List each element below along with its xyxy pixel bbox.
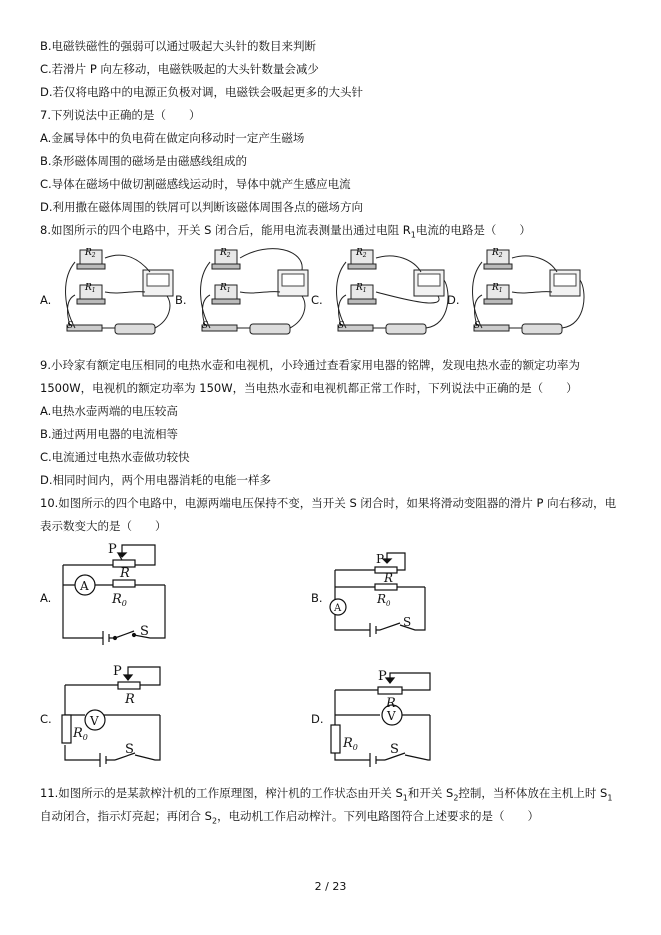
q11-stem-line-1: 11.如图所示的是某款榨汁机的工作原理图，榨汁机的工作状态由开关 $S_1$和开关 $S_2$控制，当杯体放在主机上时 $S_1$ — [40, 786, 613, 803]
q8-b-r1-label: $R_1$ — [220, 283, 231, 294]
q8-c-r2-label: $R_2$ — [356, 248, 367, 259]
q10-option-d-label: D. — [311, 712, 324, 726]
q10-circuit-d — [331, 673, 430, 767]
page-number: 2 / 23 — [314, 880, 347, 893]
q8-a-r2-label: $R_2$ — [85, 248, 96, 259]
q9-stem-line-1: 9.小玲家有额定电压相同的电热水壶和电视机，小玲通过查看家用电器的铭牌，发现电热水壶的额定功率为 — [40, 358, 580, 372]
q10-c-p-label: P — [113, 664, 122, 679]
q10-d-p-label: P — [378, 669, 387, 684]
q10-circuit-c — [62, 667, 160, 767]
q10-b-ammeter-label: A — [334, 603, 342, 614]
q10-d-r0-label: $R_0$ — [343, 736, 358, 752]
q8-circuit-d — [473, 250, 584, 334]
q8-d-r2-label: $R_2$ — [492, 248, 503, 259]
q10-a-p-label: P — [108, 542, 117, 557]
q8-b-r2-label: $R_2$ — [220, 248, 231, 259]
q10-a-ammeter-label: A — [80, 579, 89, 593]
q8-a-switch-label: S — [67, 321, 74, 331]
q9-option-c: C.电流通过电热水壶做功较快 — [40, 450, 190, 464]
q9-option-b: B.通过两用电器的电流相等 — [40, 427, 179, 441]
q8-d-switch-label: S — [474, 321, 481, 331]
q10-option-c-label: C. — [40, 712, 52, 726]
q8-option-d-label: D. — [447, 293, 460, 307]
q8-option-c-label: C. — [311, 293, 323, 307]
q8-stem: 8.如图所示的四个电路中，开关 S 闭合后，能用电流表测量出通过电阻 $R_1$电流的电路是（ ） — [40, 223, 531, 240]
q10-option-a-label: A. — [40, 591, 52, 605]
q8-circuit-b — [201, 249, 308, 334]
q10-stem-line-1: 10.如图所示的四个电路中，电源两端电压保持不变，当开关 S 闭合时，如果将滑动变阻器的滑片 P 向右移动，电 — [40, 496, 617, 510]
q8-circuit-c — [337, 250, 448, 334]
q6-option-b: B.电磁铁磁性的强弱可以通过吸起大头针的数目来判断 — [40, 39, 317, 53]
q6-option-c: C.若滑片 P 向左移动，电磁铁吸起的大头针数量会减少 — [40, 62, 319, 76]
q10-circuit-figures — [0, 535, 661, 775]
q10-c-switch-label: S — [125, 742, 134, 757]
q7-option-a: A.金属导体中的负电荷在做定向移动时一定产生磁场 — [40, 131, 305, 145]
q6-option-d: D.若仅将电路中的电源正负极对调，电磁铁会吸起更多的大头针 — [40, 85, 364, 99]
q10-b-switch-label: S — [403, 615, 412, 629]
q7-stem: 7.下列说法中正确的是（ ） — [40, 108, 201, 122]
q8-option-b-label: B. — [175, 293, 187, 307]
q10-c-voltmeter-label: V — [90, 714, 99, 728]
q10-option-b-label: B. — [311, 591, 323, 605]
q8-circuit-figures — [0, 240, 661, 355]
q8-circuit-a — [66, 250, 173, 334]
q10-d-voltmeter-label: V — [387, 709, 396, 723]
q10-a-r-label: R — [120, 566, 130, 581]
q10-stem-line-2: 表示数变大的是（ ） — [40, 519, 167, 533]
q8-d-r1-label: $R_1$ — [492, 283, 503, 294]
q10-c-r-label: R — [125, 692, 135, 707]
q9-option-d: D.相同时间内，两个用电器消耗的电能一样多 — [40, 473, 272, 487]
q7-option-c: C.导体在磁场中做切割磁感线运动时，导体中就产生感应电流 — [40, 177, 351, 191]
q10-d-switch-label: S — [390, 742, 399, 757]
q10-d-r-label: R — [386, 696, 396, 711]
q8-a-r1-label: $R_1$ — [85, 283, 96, 294]
q10-b-p-label: P — [376, 552, 385, 566]
q10-a-r0-label: $R_0$ — [112, 592, 127, 608]
q10-a-switch-label: S — [140, 624, 149, 639]
q9-stem-line-2: 1500W，电视机的额定功率为 150W，当电热水壶和电视机都正常工作时，下列说法中正确的是（ ） — [40, 381, 578, 395]
q9-option-a: A.电热水壶两端的电压较高 — [40, 404, 178, 418]
q10-b-r0-label: $R_0$ — [377, 592, 391, 608]
q8-c-r1-label: $R_1$ — [356, 283, 367, 294]
q7-option-b: B.条形磁体周围的磁场是由磁感线组成的 — [40, 154, 248, 168]
q7-option-d: D.利用撒在磁体周围的铁屑可以判断该磁体周围各点的磁场方向 — [40, 200, 364, 214]
q11-stem-line-2: 自动闭合，指示灯亮起；再闭合 $S_2$，电动机工作启动榨汁。下列电路图符合上述要求的是（ ） — [40, 809, 540, 826]
q8-c-switch-label: S — [338, 321, 345, 331]
q8-b-switch-label: S — [202, 321, 209, 331]
q10-b-r-label: R — [384, 571, 394, 585]
q10-c-r0-label: $R_0$ — [73, 726, 88, 742]
q8-option-a-label: A. — [40, 293, 52, 307]
